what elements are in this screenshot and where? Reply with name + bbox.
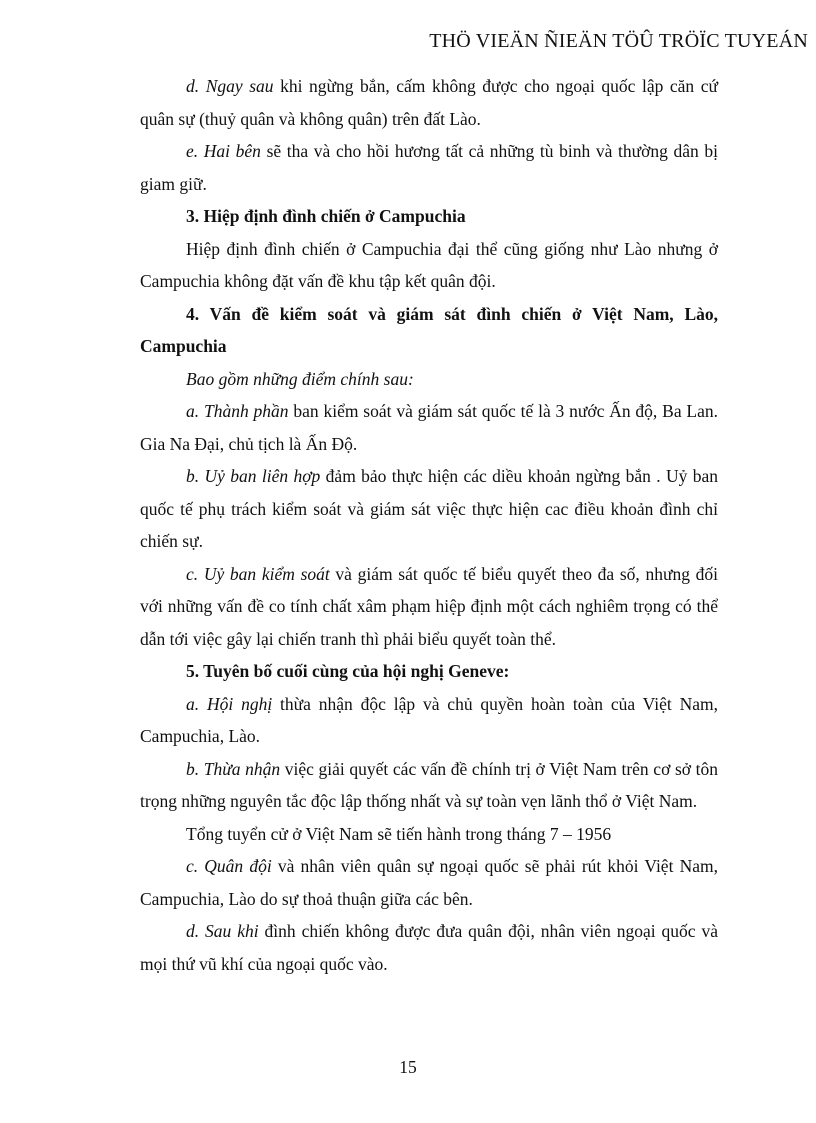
paragraph-text: sẽ tha và cho hồi hương tất cả những tù binh và thường dân bị giam giữ.: [140, 141, 718, 194]
paragraph-lead: b. Thừa nhận: [186, 758, 281, 779]
paragraph-lead: d. Ngay sau: [186, 76, 274, 96]
running-header: THÖ VIEÄN ÑIEÄN TÖÛ TRÖÏC TUYEÁN: [429, 30, 808, 52]
section-heading: [140, 655, 718, 688]
paragraph: [140, 850, 718, 915]
paragraph-lead: d. Sau khi: [186, 921, 259, 941]
paragraph: [140, 395, 718, 460]
heading-text: 5. Tuyên bố cuối cùng của hội nghị Geneve:: [186, 661, 510, 681]
paragraph-text: thừa nhận độc lập và chủ quyền hoàn toàn của Việt Nam, Campuchia, Lào.: [140, 693, 718, 746]
paragraph-lead: a. Thành phần: [186, 401, 289, 421]
heading-text: 3. Hiệp định đình chiến ở Campuchia: [186, 206, 466, 226]
section-heading: [140, 200, 718, 233]
paragraph: [140, 363, 718, 396]
paragraph: [140, 558, 718, 656]
paragraph: [140, 915, 718, 980]
paragraph: [140, 70, 718, 135]
paragraph-lead: a. Hội nghị: [186, 693, 273, 714]
paragraph-lead: c. Uỷ ban kiểm soát: [186, 563, 330, 584]
paragraph-text: và nhân viên quân sự ngoại quốc sẽ phải rút khỏi Việt Nam, Campuchia, Lào do sự thoả thuận giữa các bên.: [140, 856, 718, 909]
section-heading: [140, 298, 718, 363]
paragraph-text: khi ngừng bắn, cấm không được cho ngoại quốc lập căn cứ quân sự (thuỷ quân và không quân) trên đất Lào.: [140, 76, 719, 129]
paragraph: [140, 753, 718, 818]
paragraph: [140, 460, 718, 558]
paragraph: [140, 135, 718, 200]
paragraph: [140, 818, 718, 851]
paragraph-lead: b. Uỷ ban liên hợp: [186, 466, 321, 486]
paragraph: [140, 233, 718, 298]
paragraph-text: Hiệp định đình chiến ở Campuchia đại thể cũng giống như Lào nhưng ở Campuchia không đặt vấn đề khu tập kết quân đội.: [140, 238, 718, 291]
paragraph-lead: e. Hai bên: [186, 141, 261, 161]
paragraph-text: và giám sát quốc tế biểu quyết theo đa số, nhưng đối với những vấn đề co tính chất xâm phạm hiệp định một cách nghiêm trọng có thể dẫn tới việc gây lại chiến tranh thì phải biểu quyết toàn thể.: [140, 563, 718, 649]
paragraph-lead: c. Quân đội: [186, 856, 272, 876]
page-number: 15: [399, 1057, 417, 1077]
paragraph-text: Tổng tuyển cử ở Việt Nam sẽ tiến hành trong tháng 7 – 1956: [186, 823, 612, 844]
page-body: [140, 70, 718, 980]
paragraph-text: đảm bảo thực hiện các diều khoản ngừng bắn . Uỷ ban quốc tế phụ trách kiểm soát và giám sát việc thực hiện cac điều khoản đình chỉ chiến sự.: [140, 466, 718, 551]
heading-text: 4. Vấn đề kiểm soát và giám sát đình chiến ở Việt Nam, Lào, Campuchia: [140, 303, 718, 356]
paragraph-text: ban kiểm soát và giám sát quốc tế là 3 nước Ấn độ, Ba Lan. Gia Na Đại, chủ tịch là Ấn Độ.: [140, 401, 718, 454]
paragraph-text: đình chiến không được đưa quân đội, nhân viên ngoại quốc và mọi thứ vũ khí của ngoại quốc vào.: [140, 921, 718, 974]
paragraph-text: việc giải quyết các vấn đề chính trị ở Việt Nam trên cơ sở tôn trọng những nguyên tắc độc lập thống nhất và sự toàn vẹn lãnh thổ ở Việt Nam.: [140, 758, 718, 811]
paragraph: [140, 688, 718, 753]
paragraph-lead: Bao gồm những điểm chính sau:: [186, 368, 414, 389]
